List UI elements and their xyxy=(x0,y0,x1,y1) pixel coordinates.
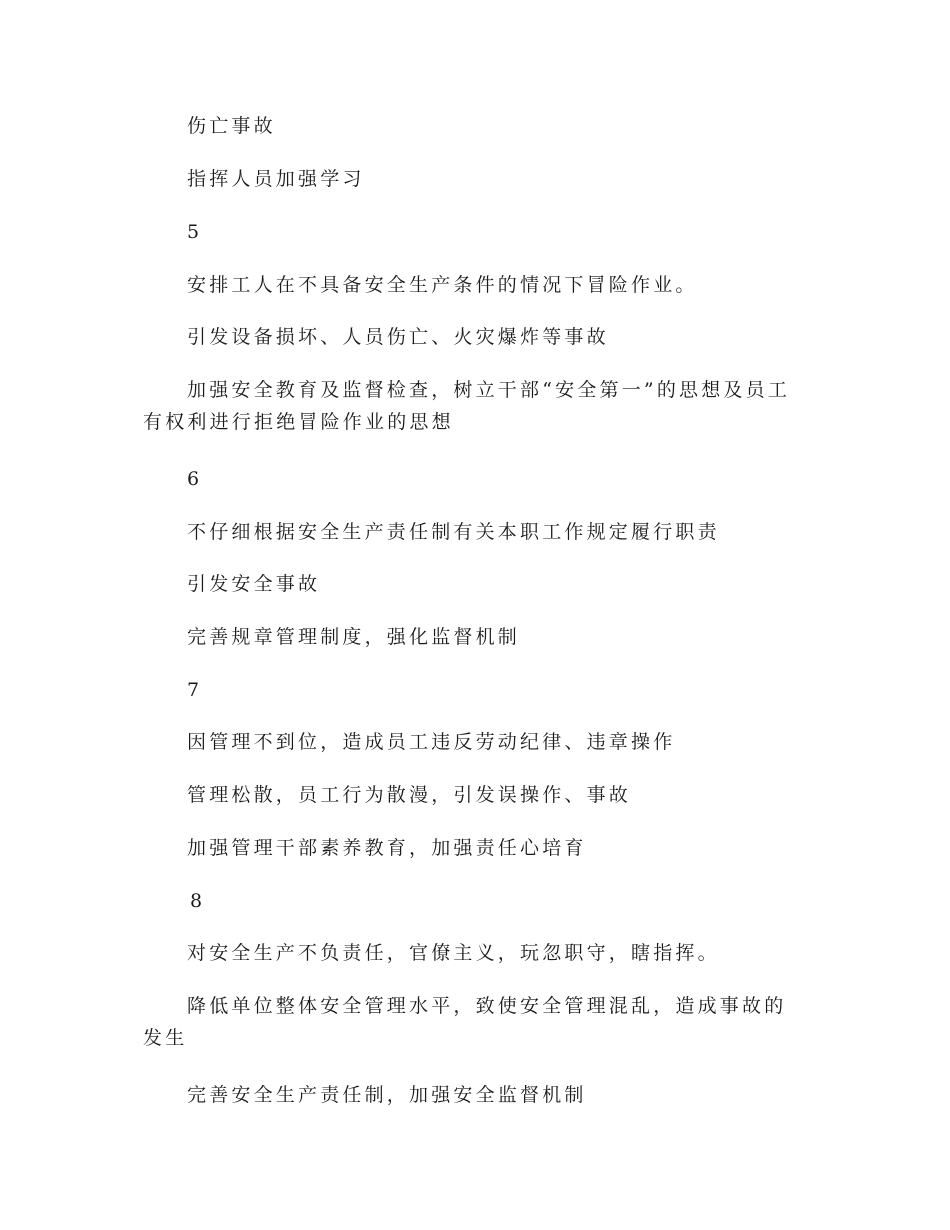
text-line: 因管理不到位，造成员工违反劳动纪律、违章操作 xyxy=(187,731,676,753)
text-line: 引发安全事故 xyxy=(187,573,321,595)
text-line: 完善规章管理制度，强化监督机制 xyxy=(187,626,521,648)
item-number: 7 xyxy=(187,679,200,701)
text-line: 指挥人员加强学习 xyxy=(187,168,365,190)
text-line: 安排工人在不具备安全生产条件的情况下冒险作业。 xyxy=(187,274,698,296)
text-line: 管理松散，员工行为散漫，引发误操作、事故 xyxy=(187,784,632,806)
item-number: 6 xyxy=(187,468,200,490)
text-line: 降低单位整体安全管理水平，致使安全管理混乱，造成事故的发生 xyxy=(143,995,787,1049)
text-line: 不仔细根据安全生产责任制有关本职工作规定履行职责 xyxy=(187,521,720,543)
text-line: 完善安全生产责任制，加强安全监督机制 xyxy=(187,1084,587,1106)
text-line: 伤亡事故 xyxy=(187,115,276,137)
text-line: 加强安全教育及监督检查，树立干部“安全第一”的思想及员工有权利进行拒绝冒险作业的思想 xyxy=(143,379,791,433)
text-line: 加强管理干部素养教育，加强责任心培育 xyxy=(187,837,587,859)
text-line: 对安全生产不负责任，官僚主义，玩忽职守，瞎指挥。 xyxy=(187,942,720,964)
text-line: 引发设备损坏、人员伤亡、火灾爆炸等事故 xyxy=(187,326,609,348)
item-number: 5 xyxy=(187,221,200,243)
item-number: 8 xyxy=(190,890,203,912)
